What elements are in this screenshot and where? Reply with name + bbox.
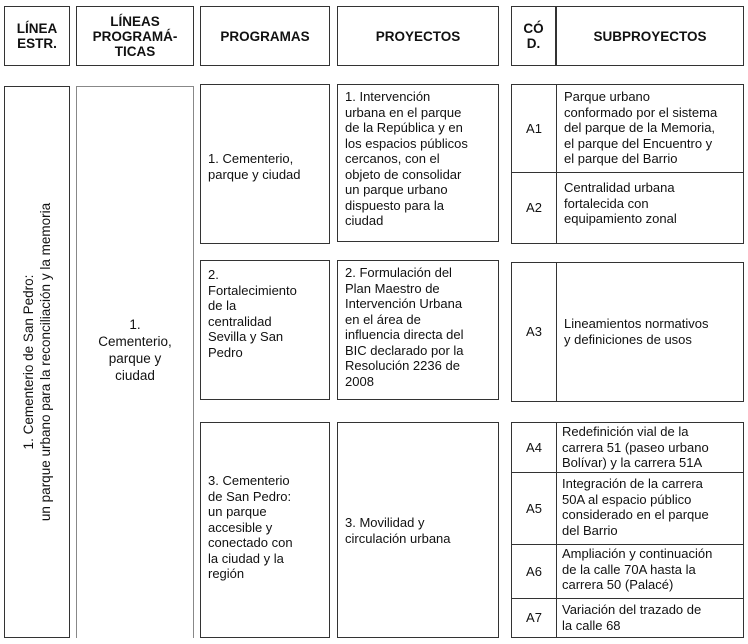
code-a1: A1	[526, 120, 542, 136]
proyecto-3	[337, 422, 499, 638]
subproyecto-a4: Redefinición vial de la carrera 51 (paseo urbano Bolívar) y la carrera 51A	[562, 424, 709, 470]
code-a3: A3	[526, 324, 542, 340]
lineas-prog-right-border	[193, 86, 194, 638]
programa-3-text: 3. Cementerio de San Pedro: un parque accesible y conectado con la ciudad y la región	[208, 473, 293, 581]
subproyecto-a7: Variación del trazado de la calle 68	[562, 602, 702, 633]
proyecto-2-text: 2. Formulación del Plan Maestro de Intervención Urbana en el área de influencia directa del BIC declarado por la Resolución 2236 de 2008	[345, 265, 464, 389]
proyecto-2	[337, 260, 499, 400]
header-subproyectos: SUBPROYECTOS	[556, 6, 744, 66]
subproyecto-a6: Ampliación y continuación de la calle 70A hasta la carrera 50 (Palacé)	[562, 546, 713, 592]
header-proyectos: PROYECTOS	[337, 6, 499, 66]
proyecto-3-text: 3. Movilidad y circulación urbana	[345, 515, 451, 546]
header-codigo: CÓ D.	[511, 6, 556, 66]
programa-2-text: 2. Fortalecimiento de la centralidad Sevilla y San Pedro	[208, 267, 297, 360]
code-a4: A4	[526, 439, 542, 455]
programa-2	[200, 260, 330, 400]
proyecto-1	[337, 84, 499, 242]
subproyecto-a3: Lineamientos normativos y definiciones de usos	[564, 316, 709, 347]
header-linea-estr: LÍNEA ESTR.	[4, 6, 70, 66]
proyecto-1-text: 1. Intervención urbana en el parque de la República y en los espacios públicos cercanos, con el objeto de consolidar un parque urbano dispuesto para la ciudad	[345, 89, 468, 228]
linea-estrategica-cell	[4, 86, 70, 638]
code-a5: A5	[526, 500, 542, 516]
lineas-prog-top-border	[76, 86, 194, 87]
code-a6: A6	[526, 563, 542, 579]
subproyecto-a2: Centralidad urbana fortalecida con equipamiento zonal	[564, 180, 677, 226]
linea-programatica-text: 1. Cementerio, parque y ciudad	[98, 317, 172, 383]
code-a2: A2	[526, 200, 542, 216]
subproyecto-a1: Parque urbano conformado por el sistema del parque de la Memoria, el parque del Encuentro y el parque del Barrio	[564, 89, 718, 166]
cod-divider-3	[556, 422, 557, 638]
header-programas: PROGRAMAS	[200, 6, 330, 66]
programa-3	[200, 422, 330, 638]
header-lineas-programaticas: LÍNEAS PROGRAMÁ- TICAS	[76, 6, 194, 66]
programa-1-text: 1. Cementerio, parque y ciudad	[208, 151, 301, 182]
code-a7: A7	[526, 610, 542, 626]
programa-1	[200, 84, 330, 244]
linea-estrategica-text: 1. Cementerio de San Pedro: un parque urbano para la reconciliación y la memoria	[21, 202, 53, 522]
subproyecto-a5: Integración de la carrera 50A al espacio público considerado en el parque del Barrio	[562, 476, 709, 538]
